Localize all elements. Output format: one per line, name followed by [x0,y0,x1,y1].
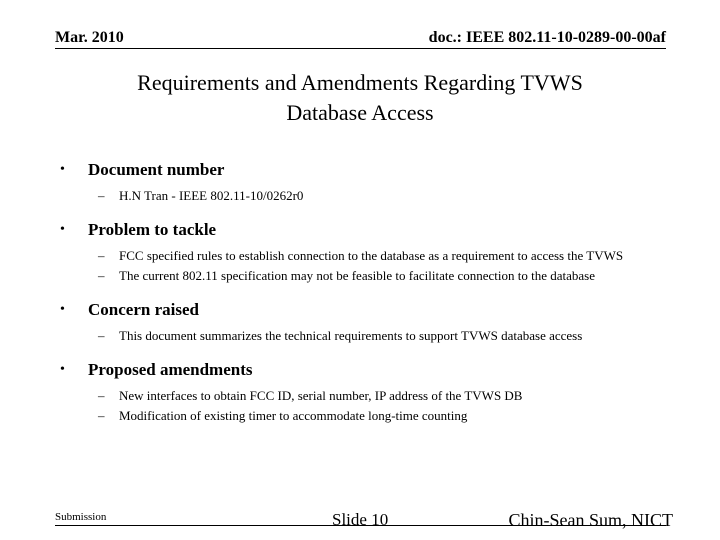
footer-rule [55,525,666,526]
bullet-heading-text: Document number [88,160,225,179]
sub-bullet [60,388,660,404]
header-doc-id: doc.: IEEE 802.11-10-0289-00-00af [428,29,666,46]
slide-title [60,68,660,128]
bullet-icon: • [60,162,65,177]
sub-bullet-text: H.N Tran - IEEE 802.11-10/0262r0 [119,188,304,203]
bullet-heading [60,358,660,382]
sub-bullet [60,328,660,344]
section-proposed-amendments [60,358,660,424]
bullet-icon: • [60,362,65,377]
bullet-heading [60,298,660,322]
bullet-heading [60,158,660,182]
footer-slide-number: Slide 10 [332,510,389,529]
slide-title-line-2: Database Access [286,100,434,125]
section-concern-raised [60,298,660,344]
dash-icon: – [98,248,105,263]
section-document-number [60,158,660,204]
dash-icon: – [98,268,105,283]
dash-icon: – [98,328,105,343]
sub-bullet [60,248,660,264]
sub-bullet [60,408,660,424]
bullet-icon: • [60,302,65,317]
bullet-icon: • [60,222,65,237]
footer-submission: Submission [55,511,107,523]
section-problem-to-tackle [60,218,660,284]
bullet-heading [60,218,660,242]
sub-bullet-text: FCC specified rules to establish connection to the database as a requirement to access the TVWS [119,248,624,263]
slide-title-line-1: Requirements and Amendments Regarding TVWS [137,70,583,95]
sub-bullet-text: Modification of existing timer to accommodate long-time counting [119,408,468,423]
header-date: Mar. 2010 [55,29,124,46]
sub-bullet [60,268,660,284]
bullet-heading-text: Concern raised [88,300,199,319]
bullet-list [60,158,660,438]
bullet-heading-text: Proposed amendments [88,360,253,379]
dash-icon: – [98,388,105,403]
dash-icon: – [98,188,105,203]
sub-bullet [60,188,660,204]
footer-author: Chin-Sean Sum, NICT [508,510,673,530]
sub-bullet-text: This document summarizes the technical requirements to support TVWS database access [119,328,583,343]
sub-bullet-text: The current 802.11 specification may not be feasible to facilitate connection to the database [119,268,595,283]
bullet-heading-text: Problem to tackle [88,220,217,239]
header-rule [55,48,666,49]
dash-icon: – [98,408,105,423]
sub-bullet-text: New interfaces to obtain FCC ID, serial number, IP address of the TVWS DB [119,388,523,403]
